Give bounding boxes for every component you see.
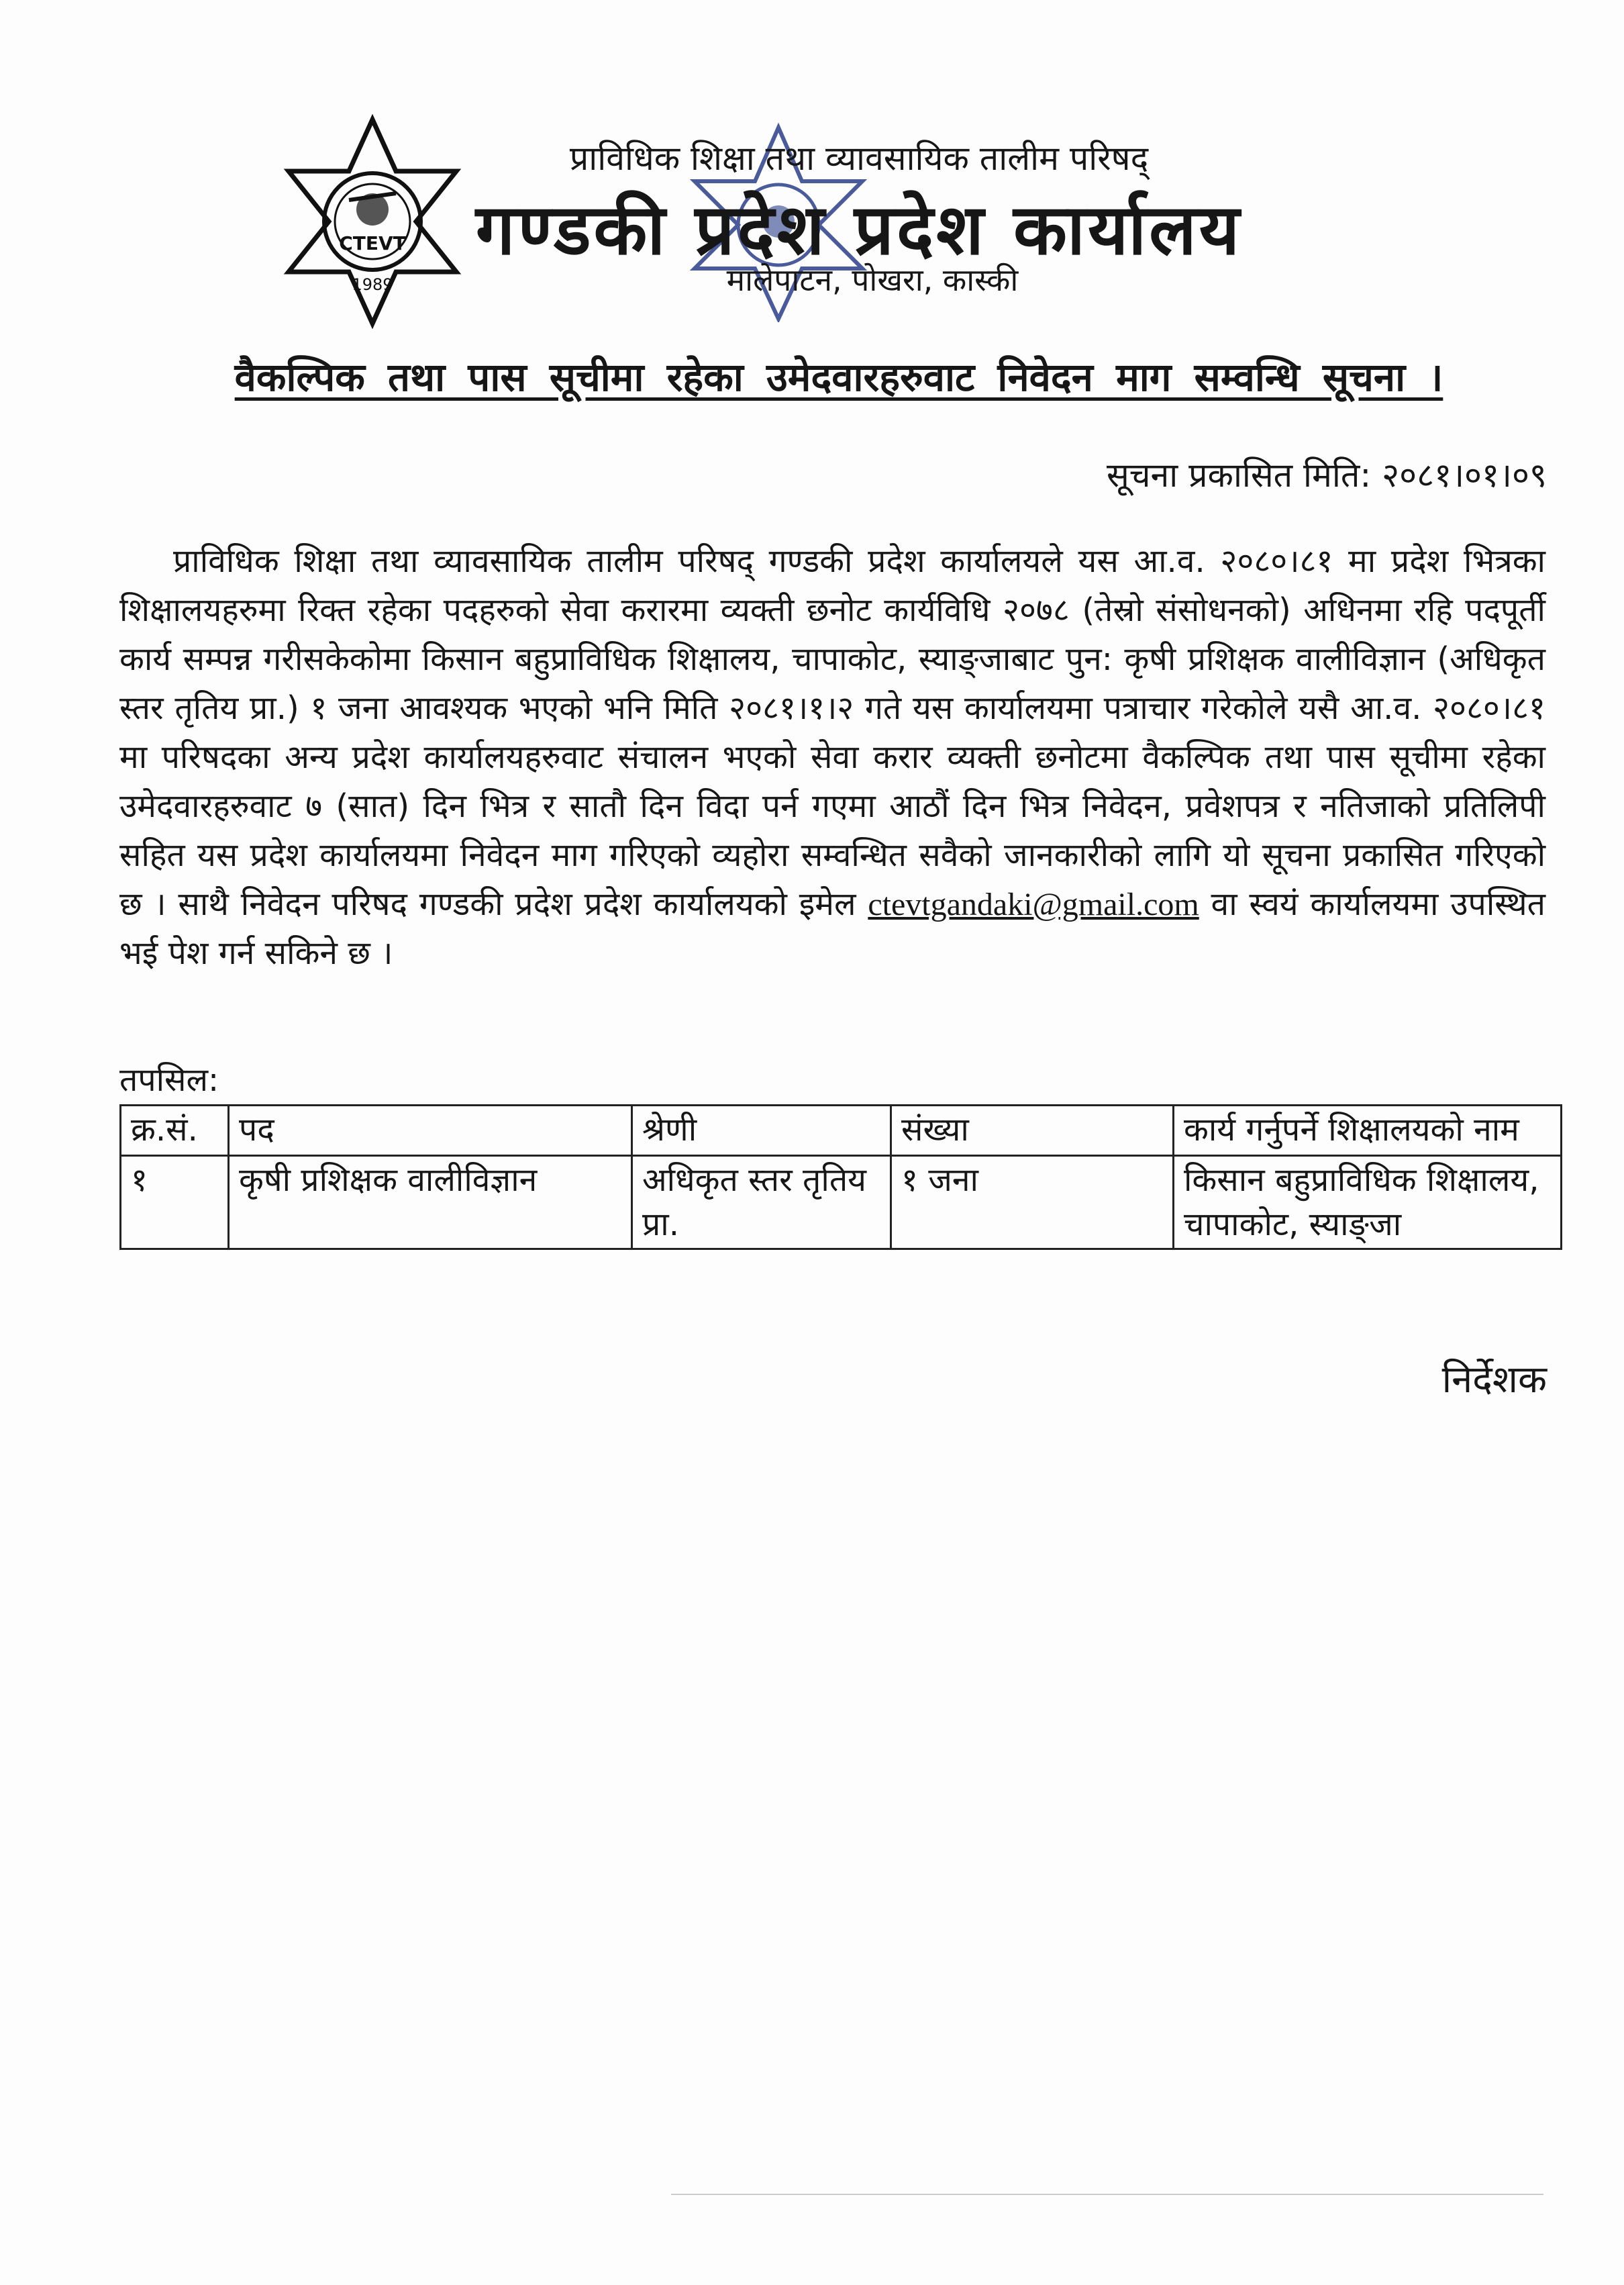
email-link[interactable]: ctevtgandaki@gmail.com xyxy=(868,887,1199,922)
ctevt-logo-icon xyxy=(275,114,470,329)
notice-body-closing: वा स्वयं कार्यालयमा उपस्थित भई पेश गर्न सकिने छ । xyxy=(119,885,1545,972)
posts-table xyxy=(119,1104,1562,1250)
svg-text:CTEVT: CTEVT xyxy=(339,232,406,254)
cell-serial: १ xyxy=(121,1156,229,1249)
table-row xyxy=(121,1156,1562,1249)
table-header-row xyxy=(121,1106,1562,1156)
details-label: तपसिल: xyxy=(119,1061,219,1099)
notice-body xyxy=(119,537,1545,978)
header-school: कार्य गर्नुपर्ने शिक्षालयको नाम xyxy=(1174,1106,1562,1156)
header-count: संख्या xyxy=(891,1106,1174,1156)
header-serial: क्र.सं. xyxy=(121,1106,229,1156)
notice-body-text: प्राविधिक शिक्षा तथा व्यावसायिक तालीम परिषद् गण्डकी प्रदेश कार्यालयले यस आ.व. २०८०।८१ मा प्रदेश भित्रका शिक्षालयहरुमा रिक्त रहेका पदहरुको सेवा करारमा व्यक्ती छनोट कार्यविधि २०७८ (तेस्रो संसोधनको) अधिनमा रहि पदपूर्ती कार्य सम्पन्न गरीसकेकोमा किसान बहुप्राविधिक शिक्षालय, चापाकोट, स्याङ्जाबाट पुन: कृषी प्रशिक्षक वालीविज्ञान (अधिकृत स्तर तृतिय प्रा.) १ जना आवश्यक भएको भनि मिति २०८१।१।२ गते यस कार्यालयमा पत्राचार गरेकोले यसै आ.व. २०८०।८१ मा परिषदका अन्य प्रदेश कार्यालयहरुवाट संचालन भएको सेवा करार व्यक्ती छनोटमा वैकल्पिक तथा पास सूचीमा रहेका उमेदवारहरुवाट ७ (सात) दिन भित्र र सातौ दिन विदा पर्न गएमा आठौं दिन भित्र निवेदन, प्रवेशपत्र र नतिजाको प्रतिलिपी सहित यस प्रदेश कार्यालयमा निवेदन माग गरिएको व्यहोरा सम्वन्धित सवैको जानकारीको लागि यो सूचना प्रकासित गरिएको छ । साथै निवेदन परिषद गण्डकी प्रदेश प्रदेश कार्यालयको इमेल xyxy=(119,542,1545,923)
header-post: पद xyxy=(229,1106,632,1156)
office-address: मालेपाटन, पोखरा, कास्की xyxy=(726,262,1019,298)
header-grade: श्रेणी xyxy=(632,1106,891,1156)
scan-edge-line xyxy=(671,2194,1543,2195)
council-name: प्राविधिक शिक्षा तथा व्यावसायिक तालीम परिषद् xyxy=(569,139,1149,178)
cell-grade: अधिकृत स्तर तृतिय प्रा. xyxy=(632,1156,891,1249)
svg-text:1989: 1989 xyxy=(352,275,393,294)
cell-post: कृषी प्रशिक्षक वालीविज्ञान xyxy=(229,1156,632,1249)
notice-title: वैकल्पिक तथा पास सूचीमा रहेका उमेदवारहरुवाट निवेदन माग सम्वन्धि सूचना । xyxy=(234,354,1443,400)
signatory: निर्देशक xyxy=(1441,1358,1547,1402)
publish-date: सूचना प्रकासित मिति: २०८१।०१।०९ xyxy=(1106,456,1547,495)
cell-school: किसान बहुप्राविधिक शिक्षालय, चापाकोट, स्याङ्जा xyxy=(1174,1156,1562,1249)
cell-count: १ जना xyxy=(891,1156,1174,1249)
office-name: गण्डकी प्रदेश प्रदेश कार्यालय xyxy=(475,189,1243,271)
